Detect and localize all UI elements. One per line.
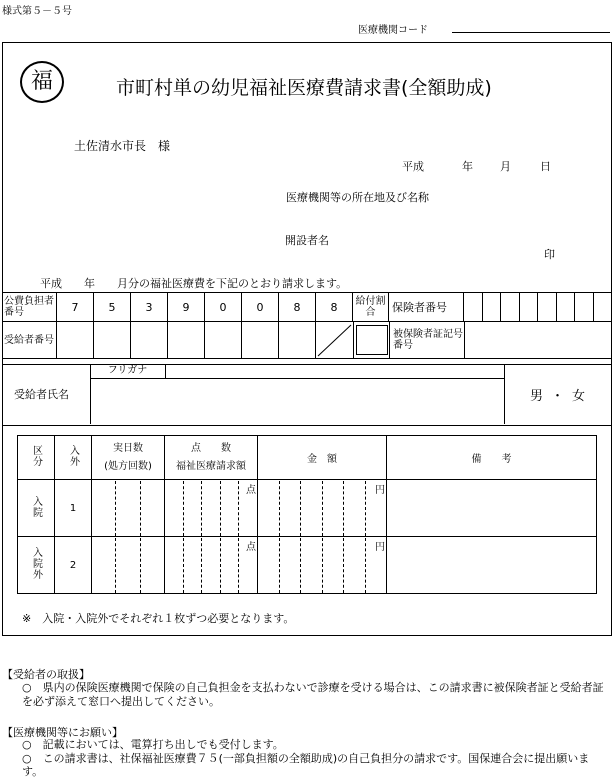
- points-cell[interactable]: [165, 480, 258, 537]
- yen-unit: 円: [375, 485, 385, 496]
- form-number: 様式第５－５号: [2, 6, 72, 17]
- addressee: 土佐清水市長 様: [74, 139, 171, 153]
- digit-cell: 8: [279, 293, 316, 322]
- claim-detail-table: [17, 435, 597, 594]
- digit-cell: 8: [316, 293, 353, 322]
- institution-notice-item: ○ 記載においては、電算打ち出しでも受付します。: [22, 738, 284, 751]
- digit-cell: 0: [242, 293, 279, 322]
- furigana-label: フリガナ: [90, 364, 166, 378]
- header-points: 点 数 福祉医療請求額: [165, 436, 258, 480]
- insurer-number-label: 保険者番号: [389, 293, 464, 322]
- row-code: 2: [55, 537, 92, 594]
- table-row: [18, 537, 597, 594]
- institution-code-field[interactable]: [452, 32, 610, 33]
- seal-mark: 印: [544, 248, 555, 261]
- recipient-digit-cell[interactable]: [242, 322, 279, 359]
- benefit-ratio-cell[interactable]: [354, 322, 390, 359]
- header-amount: 金 額: [258, 436, 387, 480]
- welfare-seal-icon: 福: [20, 61, 64, 103]
- points-unit: 点: [246, 542, 256, 553]
- institution-notice-item: ○ この請求書は、社保福祉医療費７５(一部負担額の全額助成)の自己負担分の請求です。国保連合会に提出願います。: [22, 752, 590, 778]
- points-unit: 点: [246, 485, 256, 496]
- recipient-number-label: 受給者番号: [3, 322, 57, 359]
- table-row: [18, 480, 597, 537]
- form-title: 市町村単の幼児福祉医療費請求書(全額助成): [116, 77, 492, 99]
- benefit-ratio-label: 給付割合: [353, 293, 389, 322]
- amount-cell[interactable]: [258, 537, 387, 594]
- insurer-digit-cell[interactable]: [482, 293, 501, 322]
- points-cell[interactable]: [165, 537, 258, 594]
- recipient-name-field[interactable]: [92, 380, 502, 422]
- recipient-digit-cell[interactable]: [279, 322, 316, 359]
- date-era: 平成: [402, 160, 424, 173]
- insured-certificate-cell[interactable]: [465, 322, 612, 359]
- row-label: 入院外: [18, 537, 55, 594]
- insurer-digit-cell[interactable]: [464, 293, 483, 322]
- founder-label: 開設者名: [285, 234, 329, 247]
- recipient-number-table: [2, 321, 612, 359]
- date-month: 月: [500, 160, 511, 173]
- remarks-cell[interactable]: [387, 480, 597, 537]
- digit-cell: 0: [205, 293, 242, 322]
- insurer-digit-cell[interactable]: [519, 293, 538, 322]
- insurer-digit-cell[interactable]: [501, 293, 520, 322]
- recipient-notice-heading: 【受給者の取扱】: [2, 668, 90, 681]
- public-funding-number-table: [2, 292, 612, 322]
- sex-selector[interactable]: 男・女: [530, 389, 594, 404]
- header-days: 実日数 (処方回数): [92, 436, 165, 480]
- remarks-cell[interactable]: [387, 537, 597, 594]
- institution-code-label: 医療機関コード: [358, 25, 428, 36]
- public-funding-number-label: 公費負担者番号: [3, 293, 57, 322]
- recipient-notice-item: ○ 県内の保険医療機関で保険の自己負担金を支払わないで診療を受ける場合は、この請求書に被保険者証と受給者証を必ず添えて窓口へ提出してください。: [22, 681, 604, 708]
- row-code: 1: [55, 480, 92, 537]
- header-nyugai: 入外: [55, 436, 92, 480]
- digit-cell: 3: [131, 293, 168, 322]
- insurer-digit-cell[interactable]: [538, 293, 557, 322]
- recipient-digit-cell[interactable]: [57, 322, 94, 359]
- yen-unit: 円: [375, 542, 385, 553]
- days-cell[interactable]: [92, 537, 165, 594]
- institution-address-label: 医療機関等の所在地及び名称: [286, 191, 429, 204]
- request-sentence: 平成 年 月分の福祉医療費を下記のとおり請求します。: [40, 277, 348, 290]
- digit-cell: 9: [168, 293, 205, 322]
- header-kubun: 区分: [18, 436, 55, 480]
- insured-certificate-label: 被保険者証記号番号: [390, 322, 465, 359]
- sex-divider: [504, 364, 505, 424]
- recipient-digit-cell[interactable]: [94, 322, 131, 359]
- days-cell[interactable]: [92, 480, 165, 537]
- institution-notice-heading: 【医療機関等にお願い】: [2, 726, 123, 739]
- row-label: 入院: [18, 480, 55, 537]
- recipient-digit-cell-slashed: [316, 322, 354, 359]
- recipient-digit-cell[interactable]: [131, 322, 168, 359]
- digit-cell: 7: [57, 293, 94, 322]
- insurer-digit-cell[interactable]: [556, 293, 575, 322]
- recipient-digit-cell[interactable]: [168, 322, 205, 359]
- recipient-digit-cell[interactable]: [205, 322, 242, 359]
- table-note: ※ 入院・入院外でそれぞれ１枚ずつ必要となります。: [22, 612, 295, 625]
- header-remarks: 備 考: [387, 436, 597, 480]
- recipient-name-label: 受給者氏名: [14, 388, 69, 401]
- digit-cell: 5: [94, 293, 131, 322]
- insurer-digit-cell[interactable]: [593, 293, 612, 322]
- insurer-digit-cell[interactable]: [575, 293, 594, 322]
- date-day: 日: [540, 160, 551, 173]
- date-year: 年: [462, 160, 473, 173]
- furigana-divider: [90, 378, 504, 379]
- amount-cell[interactable]: [258, 480, 387, 537]
